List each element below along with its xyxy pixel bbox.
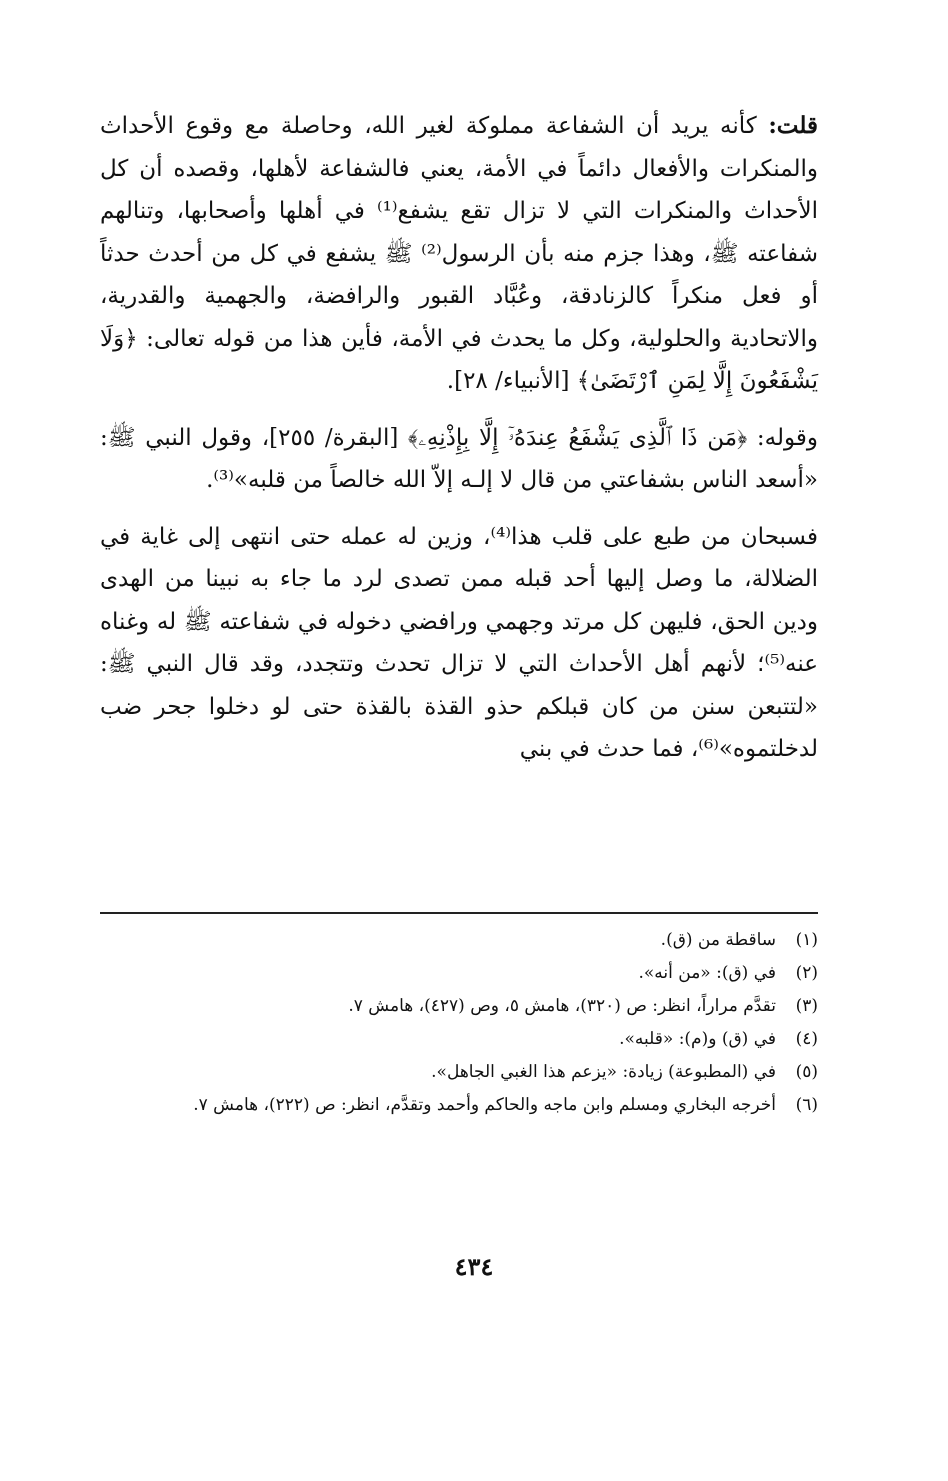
footnote-text: تقدَّم مراراً، انظر: ص (٣٢٠)، هامش ٥، وص (٤٢٧)، هامش ٧. xyxy=(348,996,776,1016)
paragraph-text: فسبحان من طبع على قلب هذا⁽⁴⁾، وزين له عمله حتى انتهى إلى غاية في الضلالة، ما وصل إليها أحد قبله ممن تصدى لرد ما جاء به نبينا من الهدى ودين الحق، فليهن كل مرتد وجهمي ورافضي دخوله في شفاعته ﷺ له وغناه عنه⁽⁵⁾؛ لأنهم أهل الأحداث التي لا تزال تحدث وتتجدد، وقد قال النبي ﷺ: «لتتبعن سنن من كان قبلكم حذو القذة بالقذة حتى لو دخلوا جحر ضب لدخلتموه»⁽⁶⁾، فما حدث في بني xyxy=(100,523,818,762)
footnotes xyxy=(100,924,818,1122)
footnote-number: (٣) xyxy=(795,996,818,1016)
footnote-number: (٢) xyxy=(795,963,818,983)
footnote-number: (٦) xyxy=(795,1095,818,1115)
paragraph-text: كأنه يريد أن الشفاعة مملوكة لغير الله، وحاصلة مع وقوع الأحداث والمنكرات والأفعال دائماً في الأمة، يعني فالشفاعة لأهلها، وقصده أن كل الأحداث والمنكرات التي لا تزال تقع يشفع⁽¹⁾ في أهلها وأصحابها، وتنالهم شفاعته ﷺ، وهذا جزم منه بأن الرسول⁽²⁾ ﷺ يشفع في كل من أحدث حدثاً أو فعل منكراً كالزنادقة، وعُبَّاد القبور والرافضة، والجهمية والقدرية، والاتحادية والحلولية، وكل ما يحدث في الأمة، فأين هذا من قوله تعالى: ﴿وَلَا يَشْفَعُونَ إِلَّا لِمَنِ ٱرْتَضَىٰ﴾ [الأنبياء/ ٢٨]. xyxy=(100,113,818,394)
paragraph-2 xyxy=(100,417,818,502)
footnote-number: (٤) xyxy=(795,1029,818,1049)
footnote-item xyxy=(100,1023,818,1056)
footnote-item xyxy=(100,990,818,1023)
footnote-item xyxy=(100,957,818,990)
paragraph-lead: قلت: xyxy=(768,112,818,139)
footnote-number: (٥) xyxy=(795,1062,818,1082)
footnote-item xyxy=(100,1089,818,1122)
footnote-text: في (ق) و(م): «قلبه». xyxy=(619,1029,776,1049)
footnote-text: ساقطة من (ق). xyxy=(660,930,776,950)
paragraph-3 xyxy=(100,516,818,771)
main-text xyxy=(100,105,818,771)
paragraph-1 xyxy=(100,105,818,403)
page-number: ٤٣٤ xyxy=(454,1252,494,1281)
footnote-item xyxy=(100,1056,818,1089)
page-body xyxy=(100,105,818,771)
paragraph-text: وقوله: ﴿مَن ذَا ٱلَّذِى يَشْفَعُ عِندَهُۥٓ إِلَّا بِإِذْنِهِۦ﴾ [البقرة/ ٢٥٥]، وقول النبي ﷺ: «أسعد الناس بشفاعتي من قال لا إلـه إلاّ الله خالصاً من قلبه»⁽³⁾. xyxy=(100,424,818,493)
footnote-text: في (ق): «من أنه». xyxy=(638,963,776,983)
footnote-item xyxy=(100,924,818,957)
footnote-number: (١) xyxy=(795,930,818,950)
footnote-divider xyxy=(100,912,818,914)
footnote-text: أخرجه البخاري ومسلم وابن ماجه والحاكم وأحمد وتقدَّم، انظر: ص (٢٢٢)، هامش ٧. xyxy=(193,1095,776,1115)
footnote-text: في (المطبوعة) زيادة: «يزعم هذا الغبي الجاهل». xyxy=(431,1062,776,1082)
